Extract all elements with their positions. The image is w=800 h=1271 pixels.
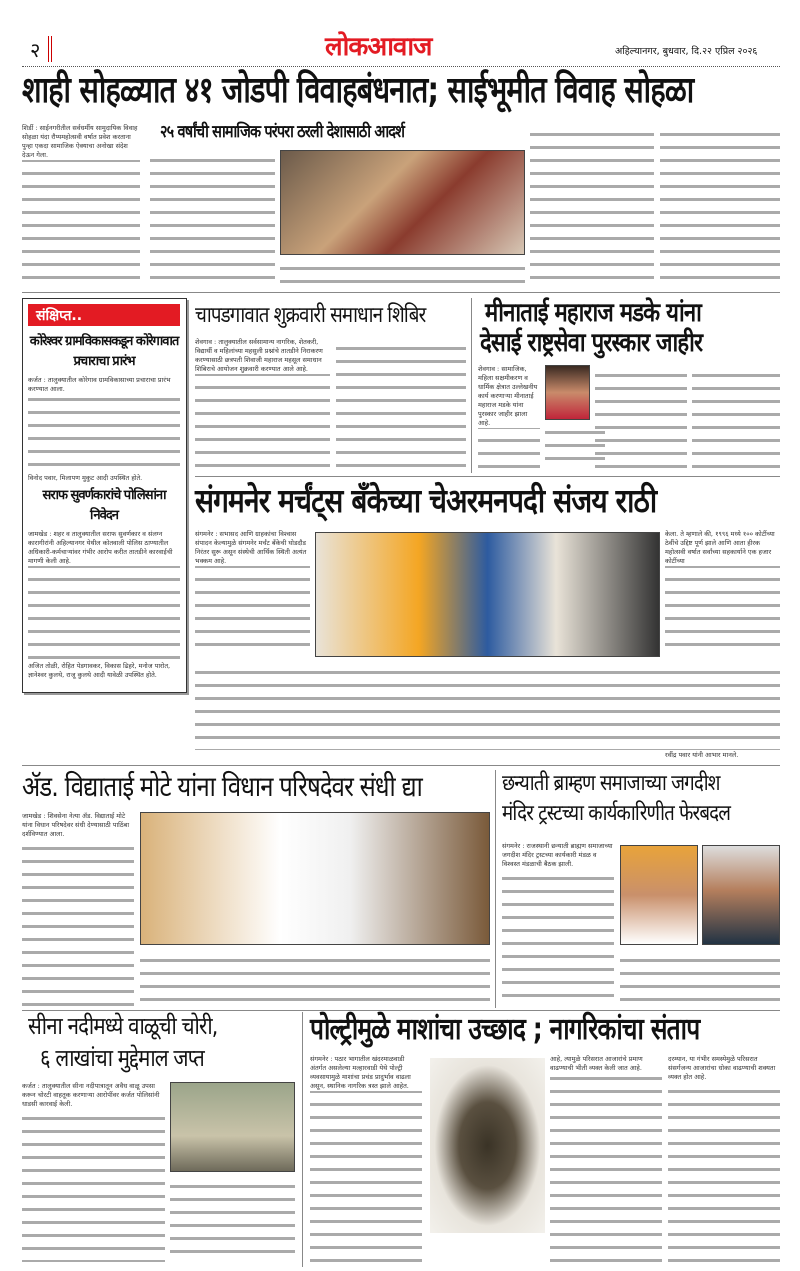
- minatai-headline: देसाई राष्ट्रसेवा पुरस्कार जाहीर: [480, 328, 703, 358]
- article-text: [280, 258, 525, 284]
- minatai-headline: मीनाताई महाराज मडके यांना: [485, 298, 701, 328]
- article-text: कर्जत : तालुक्यातील कोरेगाव ग्रामविकासाच्या प्रचाराचा प्रारंभ करण्यात आला.: [28, 376, 180, 474]
- divider: [22, 1010, 780, 1011]
- lead-headline: शाही सोहळ्यात ४१ जोडपी विवाहबंधनात; साईभूमीत विवाह सोहळा: [22, 70, 694, 111]
- portrait-photo: [545, 365, 590, 420]
- divider: [471, 298, 472, 473]
- article-text: [150, 150, 275, 284]
- article-text: दरम्यान, या गंभीर समस्येमुळे परिसरात संसर्गजन्य आजारांचा धोका वाढण्याची शक्यता व्यक्त होत आहे.: [668, 1055, 780, 1262]
- seized-vehicles-photo: [170, 1082, 295, 1172]
- bank-felicitation-photo: [315, 532, 660, 657]
- divider: [22, 765, 780, 766]
- dateline: अहिल्यानगर, बुधवार, दि.२२ एप्रिल २०२६: [615, 46, 758, 57]
- article-text: [692, 365, 780, 470]
- article-text: [140, 950, 490, 1007]
- article-text: अजित तोळी, रोहित पेडगावकर, विकास ढिहरे, मनोज पारोत, ज्ञानेश्वर कुलथे, राजू कुलथे आदी यावेळी उपस्थित होते.: [28, 662, 171, 679]
- article-text: विनोद पवार, मिलापण मुकुट आदी उपस्थित होते.: [28, 474, 143, 482]
- lead-subhead: २५ वर्षांची सामाजिक परंपरा ठरली देशासाठी आदर्श: [160, 122, 405, 142]
- article-text: [336, 338, 466, 468]
- divider: [302, 1012, 303, 1267]
- article-text: [170, 1176, 295, 1262]
- article-text: [530, 124, 654, 284]
- article-text: शिर्डी : साईनगरीतील सर्वधर्मीय सामुदायिक विवाह सोहळा यंदा रौप्यमहोत्सवी वर्षात प्रवेश करताना पुन्हा एकदा सामाजिक ऐक्याचा अनोखा संदेश देऊन गेला.: [22, 124, 140, 284]
- article-text: [660, 124, 780, 284]
- article-text: शेवगाव : सामाजिक, महिला सक्षमीकरण व धार्मिक क्षेत्रात उल्लेखनीय कार्य करणाऱ्या मीनाताई महाराज मडके यांना पुरस्कार जाहीर झाला आहे.: [478, 365, 540, 470]
- article-text: संगमनेर : पठार भागातील खंदरमाळवाडी अंतर्गत असलेल्या मल्हारवाडी येथे पोल्ट्री व्यवसायामुळे माशांचा प्रचंड प्रादुर्भाव वाढला असून, स्थानिक नागरिक त्रस्त झाले आहेत.: [310, 1055, 422, 1262]
- sankshipt-label: संक्षिप्त..: [28, 304, 180, 326]
- newspaper-logo: लोकआवाज: [325, 32, 432, 62]
- article-text: जामखेड : शहर व तालुक्यातील सराफ सुवर्णकार व संलग्न कारागीरांनी अहिल्यानगर येथील कोतवाली पोलिस ठाण्यातील अधिकारी-कर्मचाऱ्यांवर गंभीर आरोप करीत तातडीने कारवाईची मागणी केली आहे.: [28, 530, 180, 660]
- article-text: [595, 365, 687, 470]
- wedding-photo: [280, 150, 525, 255]
- page-number: २: [30, 38, 41, 62]
- article-text: शेवगाव : तालुक्यातील सर्वसामान्य नागरिक, शेतकरी, विद्यार्थी व महिलांच्या महसुली प्रश्नांचे तातडीने निराकरण करण्यासाठी छत्रपती शिवाजी महाराज महसूल समाधान शिबिराचे आयोजन शुक्रवारी करण्यात आले आहे.: [195, 338, 330, 468]
- sangamner-headline: संगमनेर मर्चंट्स बँकेच्या चेअरमनपदी संजय राठी: [195, 481, 657, 520]
- article-text: रवींद्र पवार यांनी आभार मानले.: [665, 751, 739, 759]
- portrait-photo: [620, 845, 698, 945]
- brief-headline: कोरेश्वर ग्रामविकासकडून कोरेगावात प्रचाराचा प्रारंभ: [29, 334, 179, 369]
- article-text: [620, 950, 780, 1007]
- article-text: आहे, त्यामुळे परिसरात आजारांचे प्रमाण वाढण्याची भीती व्यक्त केली जात आहे.: [550, 1055, 662, 1262]
- article-text: संगमनेर : राजस्थानी छन्याती ब्राह्मण समाजाच्या जगदीश मंदिर ट्रस्टच्या कार्यकारी मंडळ व विश्वस्त मंडळाची बैठक झाली.: [502, 842, 614, 1007]
- chhanyati-headline: छन्याती ब्राम्हण समाजाच्या जगदीश: [502, 771, 720, 796]
- memorandum-photo: [140, 812, 490, 945]
- chapadgaon-headline: चापडगावात शुक्रवारी समाधान शिबिर: [195, 303, 426, 328]
- divider: [195, 476, 780, 477]
- article-text: कर्जत : तालुक्यातील सीना नदीपात्रातून अवैध वाळू उपसा करून चोरटी वाहतूक करणाऱ्या आरोपींवर कर्जत पोलिसांनी धाडसी कारवाई केली.: [22, 1082, 165, 1262]
- article-text: केला. ते म्हणाले की, १९९६ मध्ये १०० कोटींच्या ठेवींचे उद्दिष्ट पूर्ण झाले आणि आता हीरक महोत्सवी वर्षात सर्वांच्या सहकार्याने एक हजार कोटींच्या: [665, 530, 780, 655]
- divider: [22, 292, 780, 293]
- chhanyati-headline: मंदिर ट्रस्टच्या कार्यकारिणीत फेरबदल: [502, 801, 731, 826]
- article-text: [195, 662, 780, 750]
- divider: [495, 770, 496, 1008]
- sina-headline: सीना नदीमध्ये वाळूची चोरी,: [28, 1012, 218, 1040]
- vidyatai-headline: ॲड. विद्याताई मोटे यांना विधान परिषदेवर संधी द्या: [22, 770, 422, 803]
- flies-photo: [430, 1058, 545, 1233]
- poultry-headline: पोल्ट्रीमुळे माशांचा उच्छाद ; नागरिकांचा संताप: [310, 1012, 700, 1047]
- article-text: जामखेड : शिवसेना नेत्या ॲड. विद्याताई मोटे यांना विधान परिषदेवर संधी देण्यासाठी पाठिंबा दर्शविण्यात आला.: [22, 812, 134, 1007]
- article-text: संगमनेर : सभासद आणि ग्राहकांचा विश्वास संपादन केल्यामुळे संगमनेर मर्चंट बँकेची घोडदौड निरंतर सुरू असून संस्थेची आर्थिक स्थिती अत्यंत भक्कम आहे.: [195, 530, 310, 655]
- sina-headline: ६ लाखांचा मुद्देमाल जप्त: [40, 1044, 204, 1072]
- divider: [22, 66, 780, 67]
- portrait-photo: [702, 845, 780, 945]
- brief-headline: सराफ सुवर्णकारांचे पोलिसांना निवेदन: [42, 488, 166, 523]
- divider: [48, 36, 52, 62]
